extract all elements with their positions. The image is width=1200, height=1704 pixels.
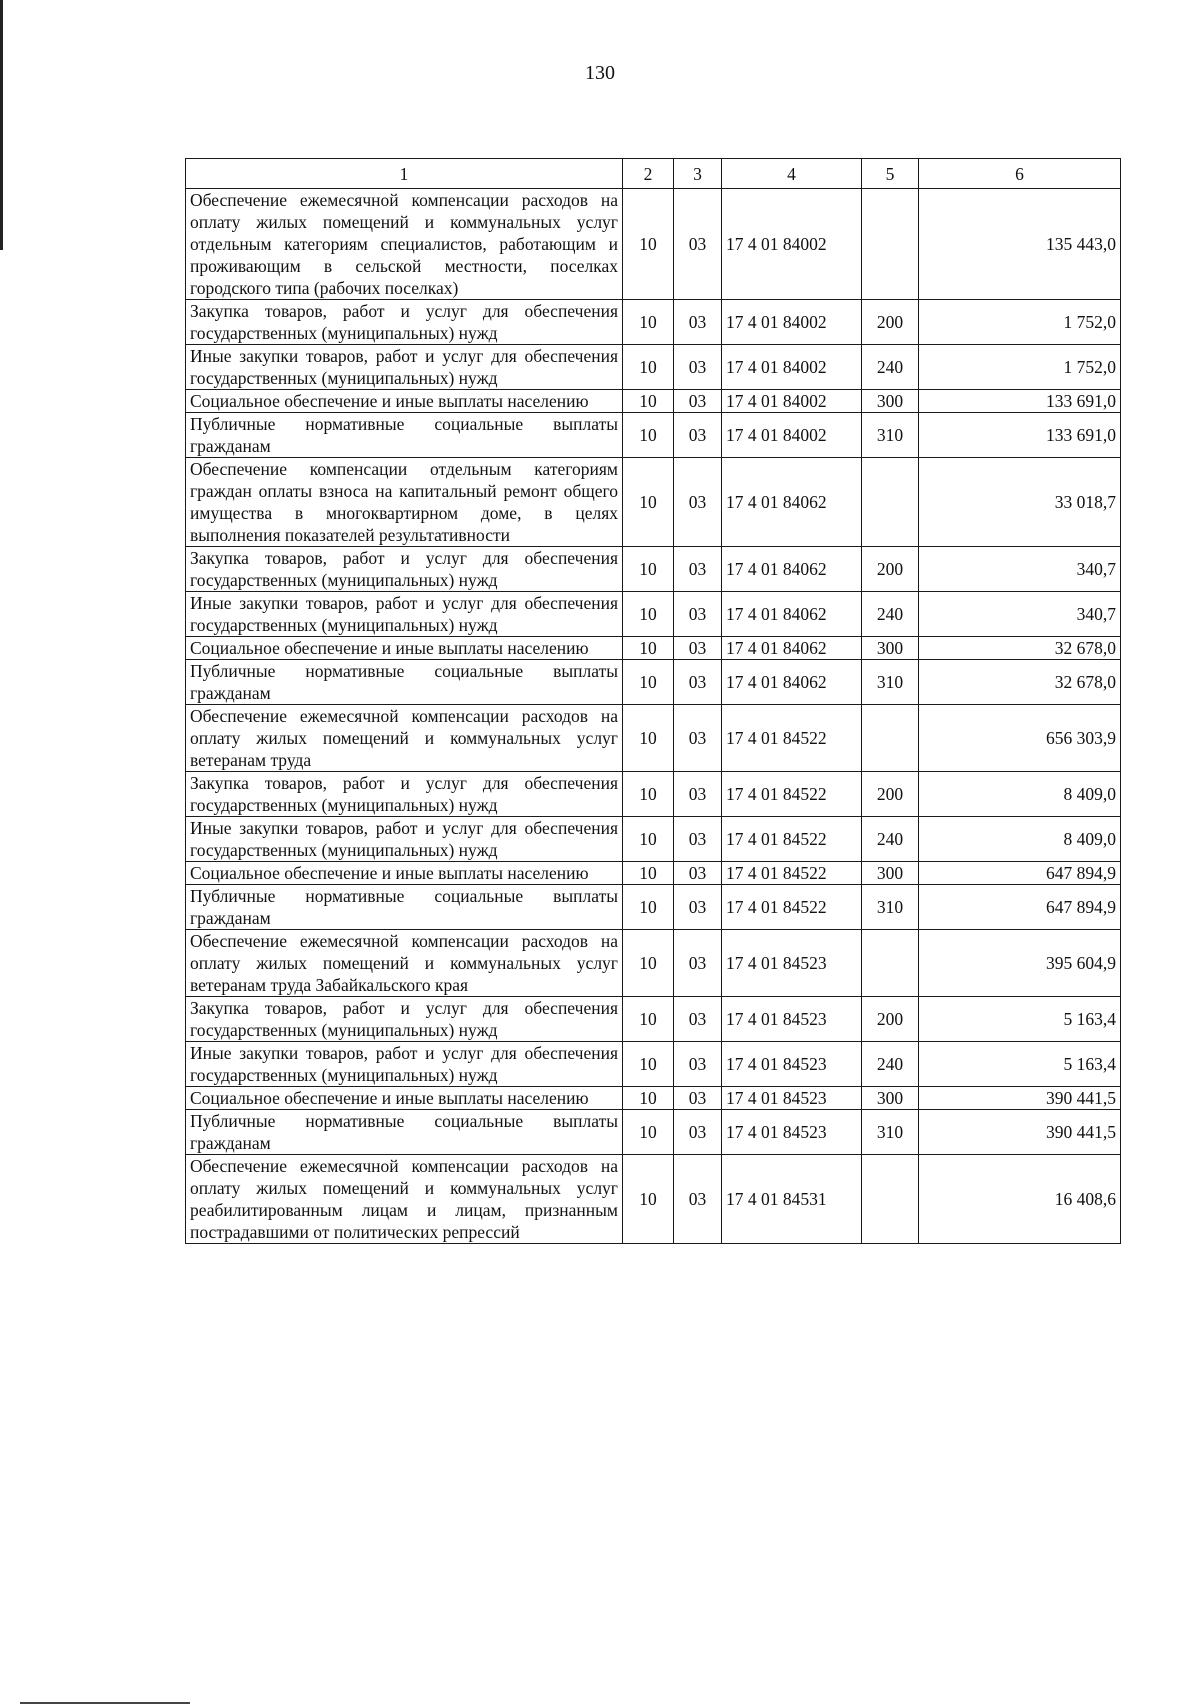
target-article-code-cell: 17 4 01 84523 xyxy=(722,930,862,997)
section-code-cell: 10 xyxy=(623,637,674,660)
expense-type-code-cell: 310 xyxy=(862,1110,919,1155)
target-article-code-cell: 17 4 01 84062 xyxy=(722,660,862,705)
amount-cell: 33 018,7 xyxy=(919,458,1121,547)
target-article-code-cell: 17 4 01 84002 xyxy=(722,189,862,300)
subsection-code-cell: 03 xyxy=(674,592,722,637)
expense-type-code-cell: 200 xyxy=(862,547,919,592)
column-header-1: 1 xyxy=(186,159,623,189)
amount-cell: 1 752,0 xyxy=(919,300,1121,345)
section-code-cell: 10 xyxy=(623,862,674,885)
section-code-cell: 10 xyxy=(623,189,674,300)
target-article-code-cell: 17 4 01 84522 xyxy=(722,705,862,772)
amount-cell: 647 894,9 xyxy=(919,862,1121,885)
expense-type-code-cell: 310 xyxy=(862,413,919,458)
amount-cell: 395 604,9 xyxy=(919,930,1121,997)
target-article-code-cell: 17 4 01 84062 xyxy=(722,547,862,592)
subsection-code-cell: 03 xyxy=(674,637,722,660)
section-code-cell: 10 xyxy=(623,817,674,862)
subsection-code-cell: 03 xyxy=(674,1087,722,1110)
expense-name-cell: Закупка товаров, работ и услуг для обеспечения государственных (муниципальных) нужд xyxy=(186,547,623,592)
expense-name-cell: Публичные нормативные социальные выплаты гражданам xyxy=(186,1110,623,1155)
subsection-code-cell: 03 xyxy=(674,547,722,592)
expense-type-code-cell xyxy=(862,458,919,547)
table-row xyxy=(186,660,1121,705)
amount-cell: 390 441,5 xyxy=(919,1110,1121,1155)
expense-name-cell: Обеспечение ежемесячной компенсации расходов на оплату жилых помещений и коммунальных услуг реабилитированным лицам и лицам, признанным пострадавшими от политических репрессий xyxy=(186,1155,623,1244)
section-code-cell: 10 xyxy=(623,885,674,930)
amount-cell: 340,7 xyxy=(919,547,1121,592)
section-code-cell: 10 xyxy=(623,592,674,637)
table-row xyxy=(186,1087,1121,1110)
section-code-cell: 10 xyxy=(623,1087,674,1110)
expense-type-code-cell xyxy=(862,189,919,300)
expense-name-cell: Закупка товаров, работ и услуг для обеспечения государственных (муниципальных) нужд xyxy=(186,300,623,345)
expense-name-cell: Социальное обеспечение и иные выплаты населению xyxy=(186,862,623,885)
table-row xyxy=(186,1042,1121,1087)
expense-name-cell: Иные закупки товаров, работ и услуг для обеспечения государственных (муниципальных) нужд xyxy=(186,817,623,862)
expense-name-cell: Иные закупки товаров, работ и услуг для обеспечения государственных (муниципальных) нужд xyxy=(186,592,623,637)
amount-cell: 5 163,4 xyxy=(919,997,1121,1042)
section-code-cell: 10 xyxy=(623,660,674,705)
target-article-code-cell: 17 4 01 84523 xyxy=(722,1042,862,1087)
table-row xyxy=(186,1110,1121,1155)
amount-cell: 1 752,0 xyxy=(919,345,1121,390)
expense-type-code-cell: 200 xyxy=(862,300,919,345)
table-row xyxy=(186,817,1121,862)
subsection-code-cell: 03 xyxy=(674,1155,722,1244)
table-row xyxy=(186,930,1121,997)
amount-cell: 16 408,6 xyxy=(919,1155,1121,1244)
expense-type-code-cell: 300 xyxy=(862,1087,919,1110)
expense-name-cell: Обеспечение ежемесячной компенсации расходов на оплату жилых помещений и коммунальных услуг ветеранам труда Забайкальского края xyxy=(186,930,623,997)
table-row xyxy=(186,885,1121,930)
target-article-code-cell: 17 4 01 84002 xyxy=(722,345,862,390)
table-body xyxy=(186,189,1121,1244)
expense-type-code-cell: 200 xyxy=(862,772,919,817)
section-code-cell: 10 xyxy=(623,547,674,592)
section-code-cell: 10 xyxy=(623,930,674,997)
expense-name-cell: Обеспечение ежемесячной компенсации расходов на оплату жилых помещений и коммунальных услуг отдельным категориям специалистов, работающим и проживающим в сельской местности, поселках городского типа (рабочих поселках) xyxy=(186,189,623,300)
subsection-code-cell: 03 xyxy=(674,885,722,930)
target-article-code-cell: 17 4 01 84522 xyxy=(722,885,862,930)
amount-cell: 340,7 xyxy=(919,592,1121,637)
table-row xyxy=(186,300,1121,345)
expense-name-cell: Социальное обеспечение и иные выплаты населению xyxy=(186,637,623,660)
target-article-code-cell: 17 4 01 84002 xyxy=(722,300,862,345)
subsection-code-cell: 03 xyxy=(674,660,722,705)
subsection-code-cell: 03 xyxy=(674,189,722,300)
page-number: 130 xyxy=(585,62,615,84)
expense-type-code-cell: 310 xyxy=(862,885,919,930)
target-article-code-cell: 17 4 01 84522 xyxy=(722,772,862,817)
expense-type-code-cell: 240 xyxy=(862,592,919,637)
table-header-row xyxy=(186,159,1121,189)
expense-name-cell: Обеспечение ежемесячной компенсации расходов на оплату жилых помещений и коммунальных услуг ветеранам труда xyxy=(186,705,623,772)
section-code-cell: 10 xyxy=(623,390,674,413)
target-article-code-cell: 17 4 01 84522 xyxy=(722,862,862,885)
section-code-cell: 10 xyxy=(623,458,674,547)
expense-type-code-cell xyxy=(862,705,919,772)
subsection-code-cell: 03 xyxy=(674,772,722,817)
expense-type-code-cell: 200 xyxy=(862,997,919,1042)
table-row xyxy=(186,1155,1121,1244)
section-code-cell: 10 xyxy=(623,345,674,390)
table-row xyxy=(186,772,1121,817)
expense-type-code-cell: 300 xyxy=(862,390,919,413)
column-header-4: 4 xyxy=(722,159,862,189)
section-code-cell: 10 xyxy=(623,1155,674,1244)
subsection-code-cell: 03 xyxy=(674,997,722,1042)
amount-cell: 32 678,0 xyxy=(919,637,1121,660)
amount-cell: 32 678,0 xyxy=(919,660,1121,705)
expense-type-code-cell: 300 xyxy=(862,637,919,660)
target-article-code-cell: 17 4 01 84062 xyxy=(722,592,862,637)
target-article-code-cell: 17 4 01 84523 xyxy=(722,997,862,1042)
subsection-code-cell: 03 xyxy=(674,390,722,413)
subsection-code-cell: 03 xyxy=(674,862,722,885)
subsection-code-cell: 03 xyxy=(674,300,722,345)
subsection-code-cell: 03 xyxy=(674,458,722,547)
expense-name-cell: Публичные нормативные социальные выплаты гражданам xyxy=(186,413,623,458)
table-row xyxy=(186,345,1121,390)
expense-name-cell: Социальное обеспечение и иные выплаты населению xyxy=(186,1087,623,1110)
expense-name-cell: Публичные нормативные социальные выплаты гражданам xyxy=(186,660,623,705)
expense-name-cell: Обеспечение компенсации отдельным категориям граждан оплаты взноса на капитальный ремонт общего имущества в многоквартирном доме, в целях выполнения показателей результативности xyxy=(186,458,623,547)
section-code-cell: 10 xyxy=(623,1110,674,1155)
table-row xyxy=(186,592,1121,637)
subsection-code-cell: 03 xyxy=(674,345,722,390)
amount-cell: 656 303,9 xyxy=(919,705,1121,772)
subsection-code-cell: 03 xyxy=(674,705,722,772)
table-row xyxy=(186,458,1121,547)
table-row xyxy=(186,390,1121,413)
subsection-code-cell: 03 xyxy=(674,1110,722,1155)
expense-type-code-cell xyxy=(862,1155,919,1244)
table-row xyxy=(186,637,1121,660)
section-code-cell: 10 xyxy=(623,1042,674,1087)
column-header-6: 6 xyxy=(919,159,1121,189)
table-row xyxy=(186,705,1121,772)
expense-name-cell: Закупка товаров, работ и услуг для обеспечения государственных (муниципальных) нужд xyxy=(186,772,623,817)
budget-table xyxy=(185,158,1121,1244)
target-article-code-cell: 17 4 01 84522 xyxy=(722,817,862,862)
target-article-code-cell: 17 4 01 84062 xyxy=(722,637,862,660)
expense-name-cell: Иные закупки товаров, работ и услуг для обеспечения государственных (муниципальных) нужд xyxy=(186,345,623,390)
section-code-cell: 10 xyxy=(623,705,674,772)
table-row xyxy=(186,413,1121,458)
column-header-2: 2 xyxy=(623,159,674,189)
expense-name-cell: Публичные нормативные социальные выплаты гражданам xyxy=(186,885,623,930)
expense-type-code-cell: 240 xyxy=(862,345,919,390)
amount-cell: 5 163,4 xyxy=(919,1042,1121,1087)
target-article-code-cell: 17 4 01 84002 xyxy=(722,390,862,413)
table-row xyxy=(186,547,1121,592)
subsection-code-cell: 03 xyxy=(674,817,722,862)
amount-cell: 8 409,0 xyxy=(919,817,1121,862)
amount-cell: 133 691,0 xyxy=(919,390,1121,413)
expense-type-code-cell: 240 xyxy=(862,1042,919,1087)
table-row xyxy=(186,997,1121,1042)
subsection-code-cell: 03 xyxy=(674,413,722,458)
target-article-code-cell: 17 4 01 84002 xyxy=(722,413,862,458)
expense-type-code-cell: 310 xyxy=(862,660,919,705)
table-row xyxy=(186,862,1121,885)
amount-cell: 133 691,0 xyxy=(919,413,1121,458)
scan-edge-left xyxy=(0,0,3,250)
expense-name-cell: Закупка товаров, работ и услуг для обеспечения государственных (муниципальных) нужд xyxy=(186,997,623,1042)
amount-cell: 390 441,5 xyxy=(919,1087,1121,1110)
target-article-code-cell: 17 4 01 84523 xyxy=(722,1110,862,1155)
target-article-code-cell: 17 4 01 84062 xyxy=(722,458,862,547)
amount-cell: 647 894,9 xyxy=(919,885,1121,930)
expense-name-cell: Социальное обеспечение и иные выплаты населению xyxy=(186,390,623,413)
section-code-cell: 10 xyxy=(623,997,674,1042)
expense-type-code-cell xyxy=(862,930,919,997)
expense-type-code-cell: 240 xyxy=(862,817,919,862)
section-code-cell: 10 xyxy=(623,413,674,458)
target-article-code-cell: 17 4 01 84523 xyxy=(722,1087,862,1110)
column-header-3: 3 xyxy=(674,159,722,189)
column-header-5: 5 xyxy=(862,159,919,189)
target-article-code-cell: 17 4 01 84531 xyxy=(722,1155,862,1244)
section-code-cell: 10 xyxy=(623,772,674,817)
amount-cell: 135 443,0 xyxy=(919,189,1121,300)
section-code-cell: 10 xyxy=(623,300,674,345)
table-row xyxy=(186,189,1121,300)
expense-type-code-cell: 300 xyxy=(862,862,919,885)
amount-cell: 8 409,0 xyxy=(919,772,1121,817)
subsection-code-cell: 03 xyxy=(674,930,722,997)
subsection-code-cell: 03 xyxy=(674,1042,722,1087)
expense-name-cell: Иные закупки товаров, работ и услуг для обеспечения государственных (муниципальных) нужд xyxy=(186,1042,623,1087)
